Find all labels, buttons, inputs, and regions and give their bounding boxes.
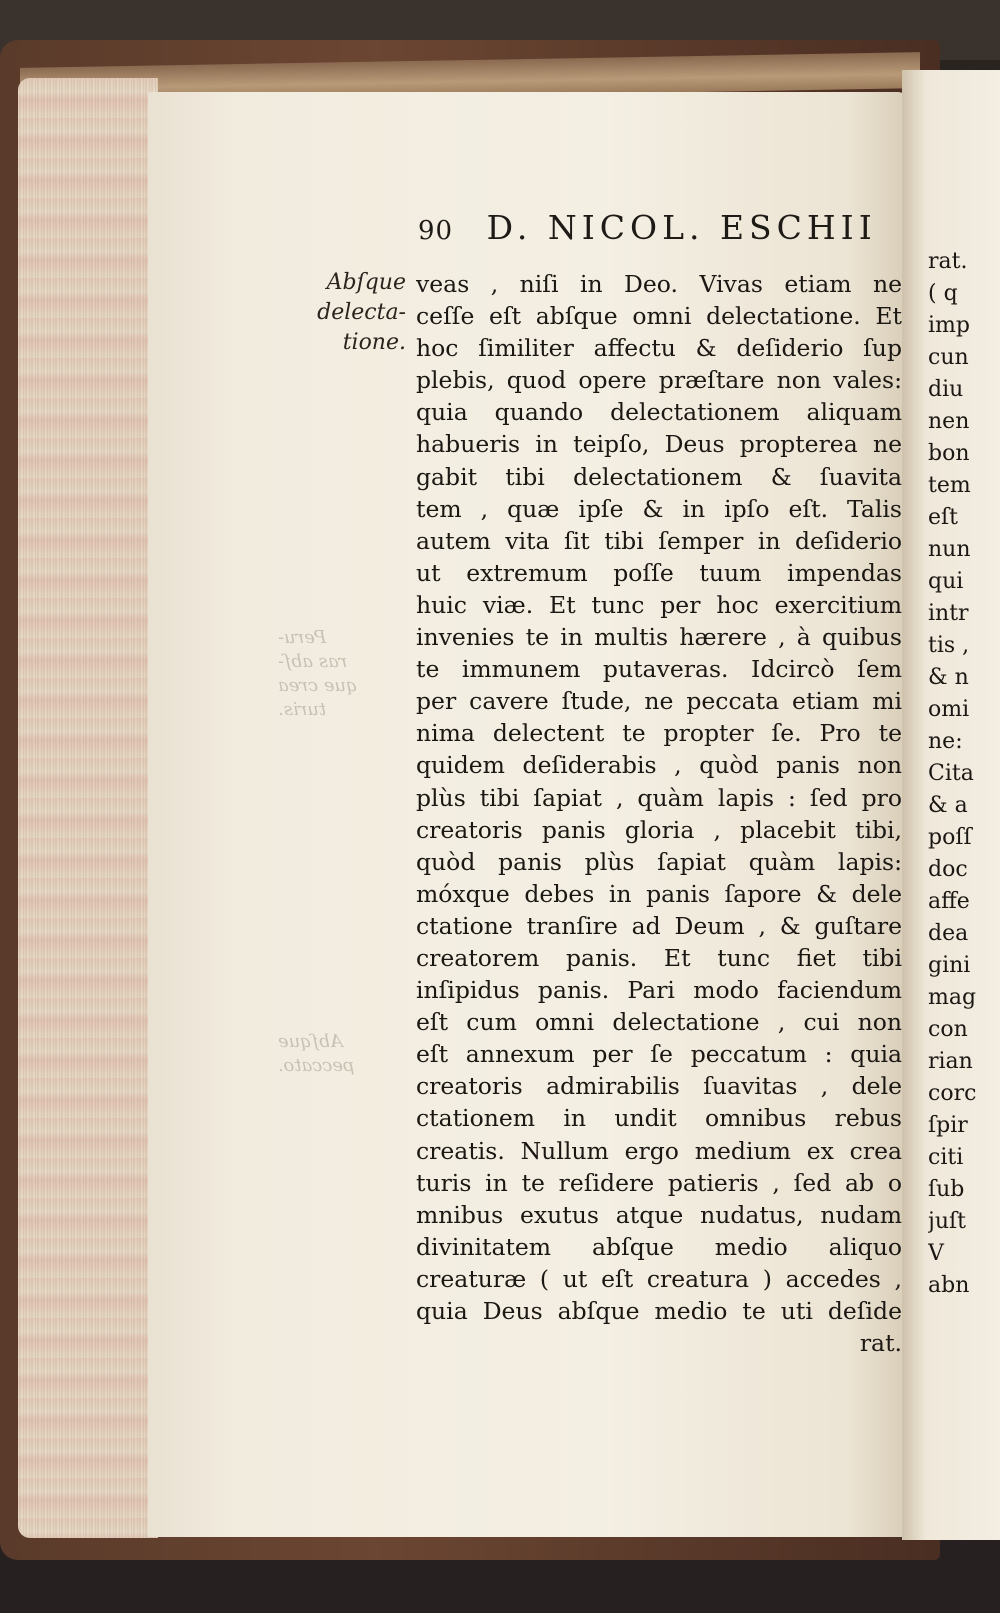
- show-through-note: [278, 626, 400, 722]
- text-line: creatoris admirabilis ſuavitas , dele: [416, 1072, 902, 1101]
- right-text-line: omi: [928, 697, 970, 722]
- right-text-line: corc: [928, 1081, 977, 1106]
- right-text-line: poſſ: [928, 825, 972, 850]
- right-text-line: rian: [928, 1049, 973, 1074]
- text-line: ctationem in undit omnibus rebus: [416, 1104, 902, 1133]
- right-text-line: ſub: [928, 1177, 965, 1202]
- right-text-line: ( q: [928, 281, 958, 306]
- right-text-line: nun: [928, 537, 971, 562]
- body-text: [416, 268, 916, 1359]
- text-line: creatis. Nullum ergo medium ex crea: [416, 1136, 902, 1165]
- show-through-line: peccato.: [278, 1055, 355, 1076]
- margin-note-line: tione.: [342, 330, 406, 355]
- show-through-line: turis.: [278, 699, 327, 720]
- right-text-line: mag: [928, 985, 977, 1010]
- right-text-line: con: [928, 1017, 968, 1042]
- catchword: rat.: [859, 1329, 902, 1358]
- text-line: per cavere ſtude, ne peccata etiam mi: [416, 687, 902, 716]
- right-text-line: V: [928, 1241, 944, 1266]
- text-line: ctatione tranſire ad Deum , & guſtare: [416, 911, 902, 940]
- text-line: quia Deus abſque medio te uti deſide: [416, 1297, 902, 1325]
- text-line: ut extremum poſſe tuum impendas: [416, 558, 902, 587]
- right-text-line: eſt: [928, 505, 959, 530]
- right-text-line: & n: [928, 665, 969, 690]
- text-line: eſt cum omni delectatione , cui non: [416, 1008, 902, 1037]
- show-through-note: [278, 1030, 400, 1078]
- page-edges: [18, 78, 158, 1538]
- text-line: plùs tibi ſapiat , quàm lapis : ſed pro: [416, 783, 902, 812]
- text-line: mnibus exutus atque nudatus, nudam: [416, 1200, 902, 1229]
- text-line: nima delectent te propter ſe. Pro te: [416, 719, 902, 748]
- right-text-line: intr: [928, 601, 969, 626]
- text-line: divinitatem abſque medio aliquo: [416, 1232, 902, 1261]
- right-text-line: juſt: [928, 1209, 966, 1234]
- text-line: inſipidus panis. Pari modo faciendum: [416, 976, 902, 1005]
- text-line: creatoris panis gloria , placebit tibi,: [416, 815, 902, 844]
- text-line: habueris in teipſo, Deus propterea ne: [416, 430, 902, 459]
- show-through-line: ras abſ-: [278, 651, 348, 672]
- text-line: veas , niſi in Deo. Vivas etiam ne: [416, 270, 902, 298]
- text-line: creaturæ ( ut eſt creatura ) accedes ,: [416, 1264, 902, 1293]
- right-text-line: diu: [928, 377, 964, 402]
- text-line: tem , quæ ipſe & in ipſo eſt. Talis: [416, 494, 902, 523]
- right-text-line: citi: [928, 1145, 964, 1170]
- right-text-line: ſpir: [928, 1113, 968, 1138]
- right-text-line: affe: [928, 889, 970, 914]
- text-line: plebis, quod opere præſtare non vales:: [416, 366, 902, 395]
- right-text-line: abn: [928, 1273, 970, 1298]
- text-line: quidem deſiderabis , quòd panis non: [416, 751, 902, 780]
- show-through-line: que crea: [278, 675, 358, 696]
- right-text-line: dea: [928, 921, 969, 946]
- running-title: D. NICOL. ESCHII: [486, 208, 877, 247]
- right-text-line: gini: [928, 953, 971, 978]
- right-text-line: imp: [928, 313, 970, 338]
- right-text-line: tis ,: [928, 633, 970, 658]
- right-text-line: cun: [928, 345, 969, 370]
- text-line: ceſſe eſt abſque omni delectatione. Et: [416, 302, 902, 331]
- text-line: gabit tibi delectationem & ſuavita: [416, 462, 902, 491]
- text-line: invenies te in multis hærere , à quibus: [416, 623, 902, 652]
- margin-note: [288, 268, 406, 358]
- right-text-line: nen: [928, 409, 970, 434]
- text-line: autem vita ſit tibi ſemper in deſiderio: [416, 526, 902, 555]
- right-text-line: tem: [928, 473, 971, 498]
- text-line: eſt annexum per ſe peccatum : quia: [416, 1040, 902, 1069]
- text-line: huic viæ. Et tunc per hoc exercitium: [416, 590, 902, 619]
- right-text-line: bon: [928, 441, 970, 466]
- right-text-line: rat.: [928, 249, 968, 274]
- text-line: turis in te reſidere patieris , ſed ab o: [416, 1168, 902, 1197]
- show-through-line: Abſque: [278, 1031, 343, 1052]
- text-line: móxque debes in panis ſapore & dele: [416, 879, 902, 908]
- text-line: creatorem panis. Et tunc fiet tibi: [416, 943, 902, 972]
- right-text-line: doc: [928, 857, 968, 882]
- margin-note-line: delecta-: [317, 300, 406, 325]
- text-line: hoc ſimiliter affectu & deſiderio ſup: [416, 334, 902, 363]
- text-line: quòd panis plùs ſapiat quàm lapis:: [416, 847, 902, 876]
- text-line: quia quando delectationem aliquam: [416, 398, 902, 427]
- show-through-line: Peru-: [278, 627, 327, 648]
- running-head: [418, 208, 918, 248]
- right-text-line: Cita: [928, 761, 974, 786]
- margin-note-line: Abſque: [326, 270, 406, 295]
- page-number: 90: [418, 216, 454, 246]
- right-page-text: [928, 246, 1000, 1302]
- right-text-line: qui: [928, 569, 964, 594]
- text-line: te immunem putaveras. Idcircò ſem: [416, 655, 902, 684]
- right-text-line: & a: [928, 793, 968, 818]
- right-text-line: ne:: [928, 729, 963, 754]
